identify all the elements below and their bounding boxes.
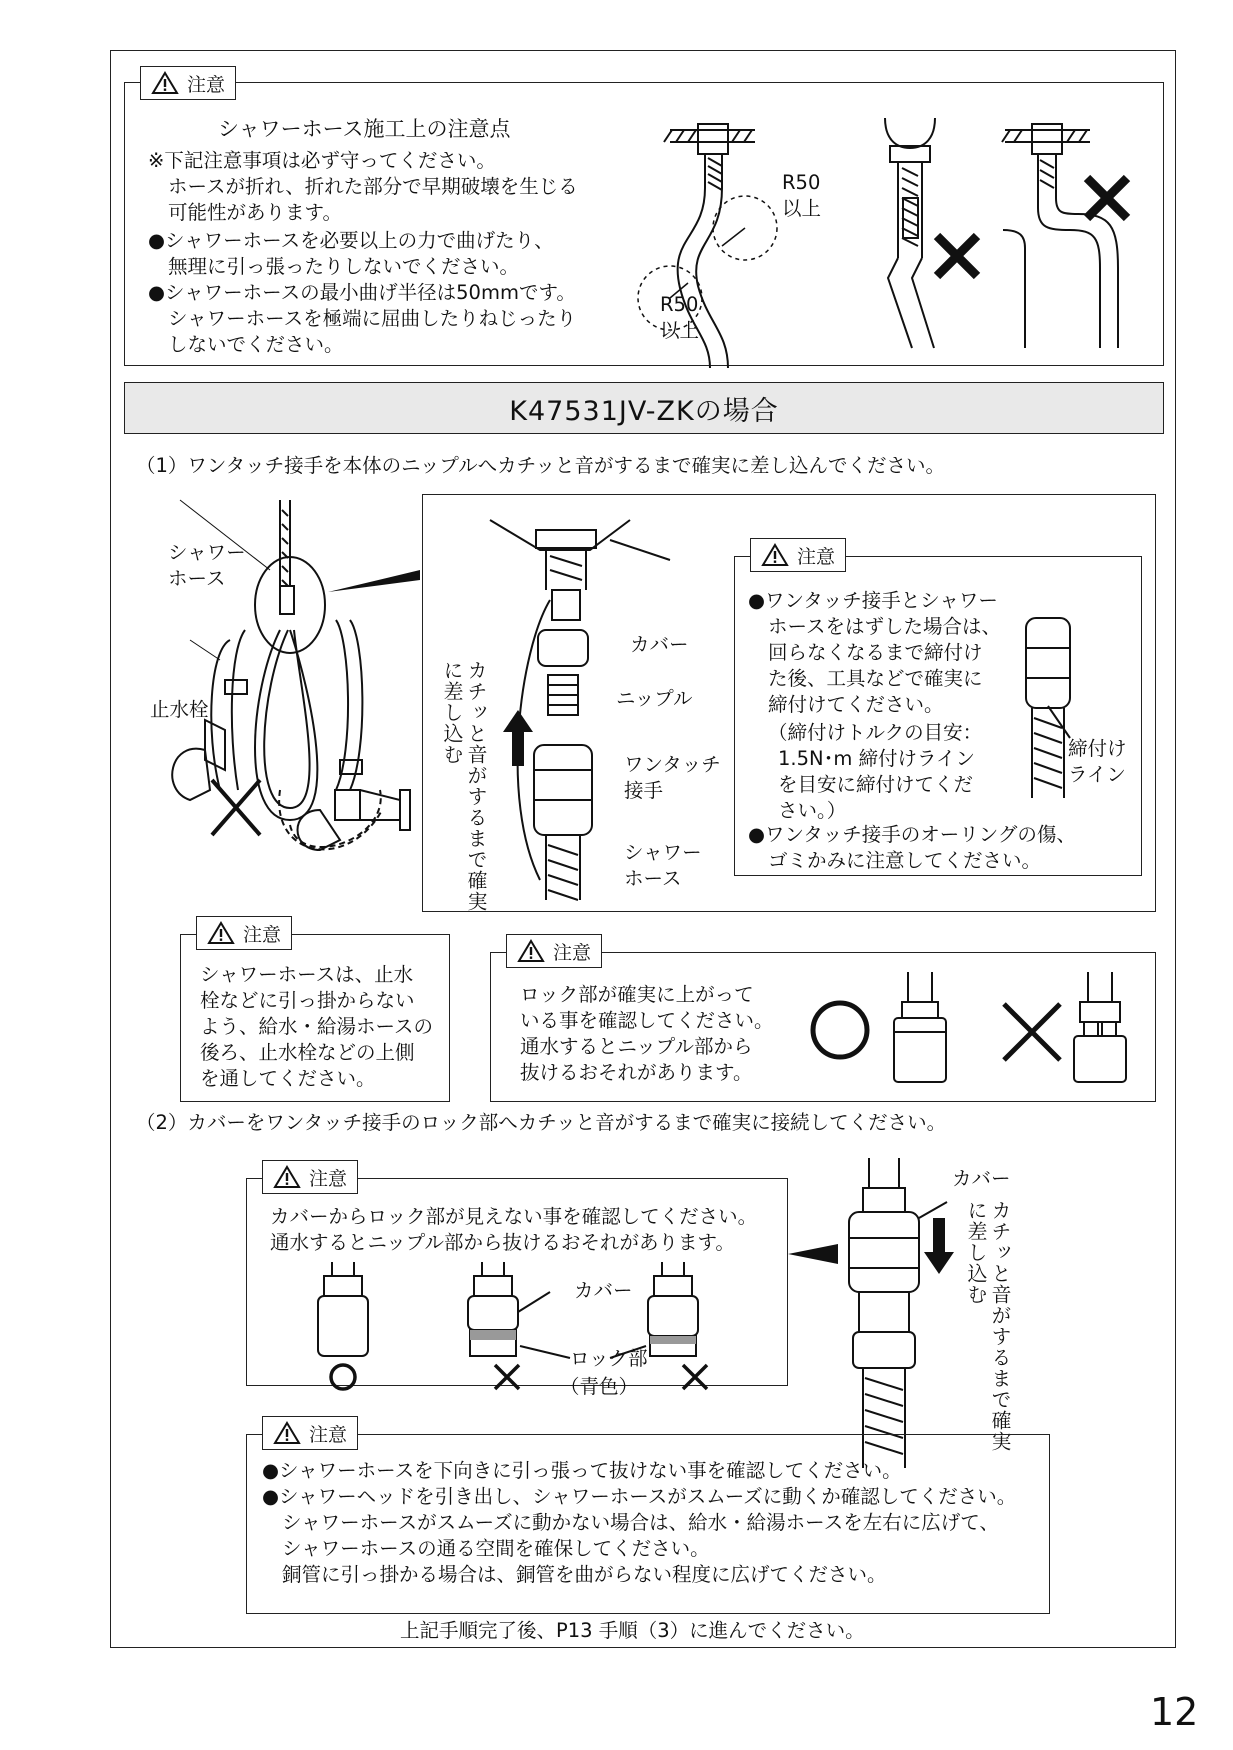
bottom-caution-line-4: シャワーホースの通る空間を確保してください。	[282, 1537, 710, 1560]
ok-mark-icon	[808, 998, 872, 1062]
step1-caution-line-10: ●ワンタッチ接手のオーリングの傷、	[748, 823, 1076, 846]
step1-caution-line-9: さい。）	[778, 799, 847, 822]
section-header	[124, 382, 1164, 434]
warning-icon	[207, 921, 235, 945]
step1-caution-line-3: 回らなくなるまで締付け	[768, 641, 983, 664]
step1-caution-tab	[750, 538, 846, 572]
warning-icon	[151, 71, 179, 95]
step2-text: （2）カバーをワンタッチ接手のロック部へカチッと音がするまで確実に接続してください。	[136, 1111, 947, 1134]
top-bullet2-line-2: シャワーホースを極端に屈曲したりねじったり	[168, 307, 577, 330]
radius-label-1b: 以上	[782, 197, 822, 220]
top-caution-tab	[140, 66, 236, 100]
top-bullet1-line-2: 無理に引っ張ったりしないでください。	[168, 255, 520, 278]
label-shower-hose-detail-2: ホース	[624, 867, 682, 890]
top-note-line-1: ※下記注意事項は必ず守ってください。	[148, 149, 496, 172]
lock-ok-connector-figure	[890, 972, 950, 1082]
label-step2-cover-right: カバー	[952, 1167, 1011, 1190]
radius-label-1: R50	[782, 171, 821, 194]
label-onetouch-1: ワンタッチ	[624, 753, 721, 776]
step1-caution-line-8: を目安に締付けてくだ	[778, 773, 974, 796]
step2-caution-tab	[262, 1160, 358, 1194]
footer-text: 上記手順完了後、P13 手順（3）に進んでください。	[400, 1619, 865, 1642]
lock-caution-line-2: いる事を確認してください。	[520, 1009, 774, 1032]
step1-caution-line-11: ゴミかみに注意してください。	[768, 849, 1042, 872]
step1-caution-line-2: ホースをはずした場合は、	[768, 615, 1002, 638]
lock-caution-line-4: 抜けるおそれがあります。	[520, 1061, 753, 1084]
hose-caution-line-5: を通してください。	[200, 1067, 376, 1090]
step1-vertical-instruction: カチッと音がするまで確実に差し込む	[440, 660, 488, 912]
label-shower-hose-detail-1: シャワー	[624, 841, 702, 864]
step1-caution-line-1: ●ワンタッチ接手とシャワー	[748, 589, 998, 612]
label-tighten-line-2: ライン	[1068, 763, 1126, 786]
bottom-caution-line-2: ●シャワーヘッドを引き出し、シャワーホースがスムーズに動くか確認してください。	[262, 1485, 1017, 1508]
label-stop-valve: 止水栓	[150, 698, 209, 721]
label-nipple: ニップル	[616, 687, 693, 710]
top-bullet2-line-1: ●シャワーホースの最小曲げ半径は50mmです。	[148, 281, 576, 304]
section-title: K47531JV-ZKの場合	[509, 395, 779, 427]
top-note-line-3: 可能性があります。	[168, 201, 342, 224]
lock-caution-line-3: 通水するとニップル部から	[520, 1035, 753, 1058]
lock-caution-line-1: ロック部が確実に上がって	[520, 983, 754, 1006]
top-caution-title: シャワーホース施工上の注意点	[218, 117, 511, 141]
bottom-caution-line-5: 銅管に引っ掛かる場合は、銅管を曲がらない程度に広げてください。	[282, 1563, 887, 1586]
bottom-caution-line-3: シャワーホースがスムーズに動かない場合は、給水・給湯ホースを左右に広げて、	[282, 1511, 999, 1534]
warning-icon	[273, 1165, 301, 1189]
ng-mark-icon	[492, 1362, 522, 1392]
label-step2-cover: カバー	[574, 1279, 633, 1302]
radius-label-2: R50	[660, 293, 699, 316]
caution-label: 注意	[553, 941, 592, 964]
label-lock: ロック部	[570, 1347, 648, 1370]
caution-label: 注意	[243, 923, 282, 946]
label-lock-color: （青色）	[560, 1375, 639, 1398]
ok-mark-icon	[328, 1362, 358, 1392]
label-onetouch-2: 接手	[624, 779, 664, 802]
ng-mark-icon	[1000, 1000, 1064, 1064]
step1-caution-line-7: 1.5N･m 締付けライン	[778, 747, 975, 770]
step1-caution-line-4: た後、工具などで確実に	[768, 667, 983, 690]
label-shower-hose-1: シャワー	[168, 541, 246, 564]
step2-vertical-instruction: カチッと音がするまで確実に差し込む	[964, 1200, 1012, 1452]
hose-caution-line-2: 栓などに引っ掛からない	[200, 989, 415, 1012]
label-cover: カバー	[630, 633, 689, 656]
step2-caution-line-1: カバーからロック部が見えない事を確認してください。	[270, 1205, 758, 1228]
caution-label: 注意	[309, 1423, 348, 1446]
caution-label: 注意	[797, 545, 836, 568]
hose-caution-line-3: よう、給水・給湯ホースの	[200, 1015, 434, 1038]
warning-icon	[517, 939, 545, 963]
top-bullet1-line-1: ●シャワーホースを必要以上の力で曲げたり、	[148, 229, 554, 252]
cover-attach-figure	[835, 1158, 935, 1468]
step1-text: （1）ワンタッチ接手を本体のニップルへカチッと音がするまで確実に差し込んでください。	[136, 454, 945, 477]
ng-mark-icon	[680, 1362, 710, 1392]
caution-label: 注意	[187, 73, 226, 96]
step1-caution-line-6: （締付けトルクの目安：	[768, 721, 983, 744]
page-number: 12	[1150, 1690, 1199, 1734]
bottom-caution-tab	[262, 1416, 358, 1450]
lock-caution-tab	[506, 934, 602, 968]
hose-caution-line-4: 後ろ、止水栓などの上側	[200, 1041, 415, 1064]
step2-caution-line-2: 通水するとニップル部から抜けるおそれがあります。	[270, 1231, 735, 1254]
radius-label-2b: 以上	[660, 319, 700, 342]
hose-caution-line-1: シャワーホースは、止水	[200, 963, 414, 986]
bottom-caution-line-1: ●シャワーホースを下向きに引っ張って抜けない事を確認してください。	[262, 1459, 902, 1482]
pointer-arrow-icon	[788, 1240, 838, 1270]
arrow-down-icon	[924, 1218, 954, 1274]
top-bullet2-line-3: しないでください。	[168, 333, 344, 356]
hose-bend-figures	[650, 118, 1170, 348]
lock-ng-connector-figure	[1070, 972, 1130, 1082]
label-tighten-line-1: 締付け	[1068, 737, 1127, 760]
top-note-line-2: ホースが折れ、折れた部分で早期破壊を生じる	[168, 175, 578, 198]
label-shower-hose-2: ホース	[168, 567, 226, 590]
warning-icon	[273, 1421, 301, 1445]
step1-caution-line-5: 締付けてください。	[768, 693, 944, 716]
arrow-up-icon	[503, 710, 533, 766]
hose-caution-tab	[196, 916, 292, 950]
warning-icon	[761, 543, 789, 567]
caution-label: 注意	[309, 1167, 348, 1190]
